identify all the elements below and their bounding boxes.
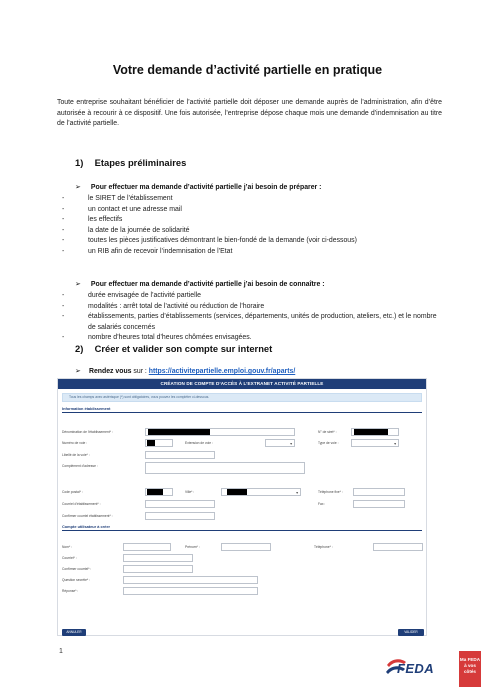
list-item: - le SIRET de l’établissement — [62, 195, 173, 202]
redacted-value — [227, 489, 247, 495]
page-number: 1 — [59, 648, 63, 655]
list-item: - un RIB afin de recevoir l’indemnisation de l’Etat — [62, 247, 233, 255]
reponse-field[interactable] — [123, 587, 258, 595]
type-voie-label: Type de voie : — [318, 441, 339, 445]
ville-select[interactable] — [221, 488, 301, 496]
cancel-button[interactable]: ANNULER — [62, 629, 86, 636]
confirm-user-field[interactable] — [123, 565, 193, 573]
list-item: - durée envisagée de l’activité partielle — [62, 292, 201, 299]
extension-label: Extension de voie : — [185, 441, 213, 445]
link-prefix: Rendez vous — [89, 368, 132, 375]
fax-field[interactable] — [353, 500, 405, 508]
courriel-field[interactable] — [145, 500, 215, 508]
question-label: Question secrète* : — [62, 578, 91, 582]
chevron-down-icon: ▾ — [290, 442, 292, 446]
form-info-note: Tous les champs avec astérisque (*) sont obligatoires, vous pouvez les compléter ci-dessous. — [62, 393, 422, 402]
redacted-value — [147, 440, 155, 446]
validate-button[interactable]: VALIDER — [398, 629, 424, 636]
list-item: - un contact et une adresse mail — [62, 205, 182, 213]
telephone-label: Téléphone* : — [314, 545, 333, 549]
list-item: - modalités : arrêt total de l’activité ou réduction de l’horaire — [62, 302, 265, 310]
telephone-fixe-label: Téléphone fixe* : — [318, 490, 343, 494]
libelle-voie-label: Libellé de la voie* : — [62, 453, 90, 457]
prepare-heading-text: Pour effectuer ma demande d’activité partielle j’ai besoin de préparer : — [90, 184, 322, 191]
portal-link[interactable]: https://activitepartielle.emploi.gouv.fr/aparts/ — [148, 368, 296, 375]
denomination-field[interactable] — [145, 428, 295, 436]
section-1-number: 1) — [75, 157, 84, 168]
courriel-user-label: Courriel* : — [62, 556, 77, 560]
prenom-field[interactable] — [221, 543, 271, 551]
list-item: - nombre d’heures total d’heures chômées envisagées. — [62, 334, 252, 342]
know-heading — [75, 280, 325, 288]
list-item: - établissements, parties d’établissements (services, départements, unités de production, ateliers, etc.) et le nombre de salariés concernés — [62, 313, 437, 331]
feda-logo — [385, 649, 485, 689]
telephone-fixe-field[interactable] — [353, 488, 405, 496]
redacted-value — [147, 489, 163, 495]
siret-label: N° de siret* : — [318, 430, 337, 434]
prenom-label: Prénom* : — [185, 545, 200, 549]
code-postal-label: Code postal* : — [62, 490, 83, 494]
list-item: - les effectifs — [62, 216, 123, 224]
section-2-number: 2) — [75, 343, 84, 354]
redacted-value — [354, 429, 388, 435]
ville-label: Ville* : — [185, 490, 195, 494]
prepare-list — [62, 194, 452, 258]
complement-field[interactable] — [145, 462, 305, 474]
confirm-courriel-field[interactable] — [145, 512, 215, 520]
telephone-field[interactable] — [373, 543, 423, 551]
code-postal-field[interactable] — [145, 488, 173, 496]
reponse-label: Réponse* : — [62, 589, 79, 593]
courriel-label: Courriel d’établissement* : — [62, 502, 101, 506]
form-title-bar: CRÉATION DE COMPTE D’ACCÈS À L’EXTRANET ACTIVITÉ PARTIELLE — [58, 379, 426, 389]
libelle-voie-field[interactable] — [145, 451, 215, 459]
list-item: - la date de la journée de solidarité — [62, 226, 190, 234]
divider — [62, 530, 422, 531]
fax-label: Fax : — [318, 502, 326, 506]
nom-label: Nom* : — [62, 545, 73, 549]
confirm-user-label: Confirmer courriel* : — [62, 567, 92, 571]
account-form-screenshot — [57, 378, 427, 636]
redacted-value — [148, 429, 210, 435]
nom-field[interactable] — [123, 543, 171, 551]
chevron-down-icon: ▾ — [394, 442, 396, 446]
feda-logo-text: FEDA — [397, 661, 434, 676]
section-1-heading — [75, 157, 186, 168]
divider — [62, 412, 422, 413]
section-2-title: Créer et valider son compte sur internet — [94, 343, 273, 354]
courriel-user-field[interactable] — [123, 554, 193, 562]
siret-field[interactable] — [351, 428, 399, 436]
page-title: Votre demande d’activité partielle en pratique — [112, 63, 383, 77]
intro-paragraph: Toute entreprise souhaitant bénéficier de l’activité partielle doit déposer une demande auprès de l’administration, afin d’être autorisée à recourir à ce dispositif. Une fois autorisée, l’entreprise dépose chaque mois une demande d’indemnisation au titre de l’activité partielle. — [57, 99, 442, 128]
know-list — [62, 291, 442, 344]
type-voie-select[interactable] — [351, 439, 399, 447]
numero-voie-field[interactable] — [145, 439, 173, 447]
link-separator: sur : — [131, 368, 149, 375]
arrow-bullet-icon: ➢ — [75, 184, 81, 191]
denomination-label: Dénomination de l’établissement* : — [62, 430, 113, 434]
establishment-section-title: Information établissement — [62, 406, 111, 411]
portal-link-line — [75, 367, 295, 375]
complement-label: Complément d’adresse : — [62, 464, 98, 468]
know-heading-text: Pour effectuer ma demande d’activité partielle j’ai besoin de connaître : — [90, 281, 325, 288]
confirm-courriel-label: Confirmer courriel établissement* : — [62, 514, 113, 518]
prepare-heading — [75, 183, 321, 191]
feda-badge: Ma FEDA à vos côtés — [459, 651, 481, 687]
list-item: - toutes les pièces justificatives démontrant le bien-fondé de la demande (voir ci-dessous) — [62, 237, 357, 245]
section-1-title: Etapes préliminaires — [94, 157, 187, 168]
numero-voie-label: Numéro de voie : — [62, 441, 88, 445]
question-field[interactable] — [123, 576, 258, 584]
arrow-bullet-icon: ➢ — [75, 368, 81, 375]
chevron-down-icon: ▾ — [296, 491, 298, 495]
user-section-title: Compte utilisateur à créer — [62, 524, 111, 529]
extension-select[interactable] — [265, 439, 295, 447]
section-2-heading — [75, 343, 272, 354]
arrow-bullet-icon: ➢ — [75, 281, 81, 288]
